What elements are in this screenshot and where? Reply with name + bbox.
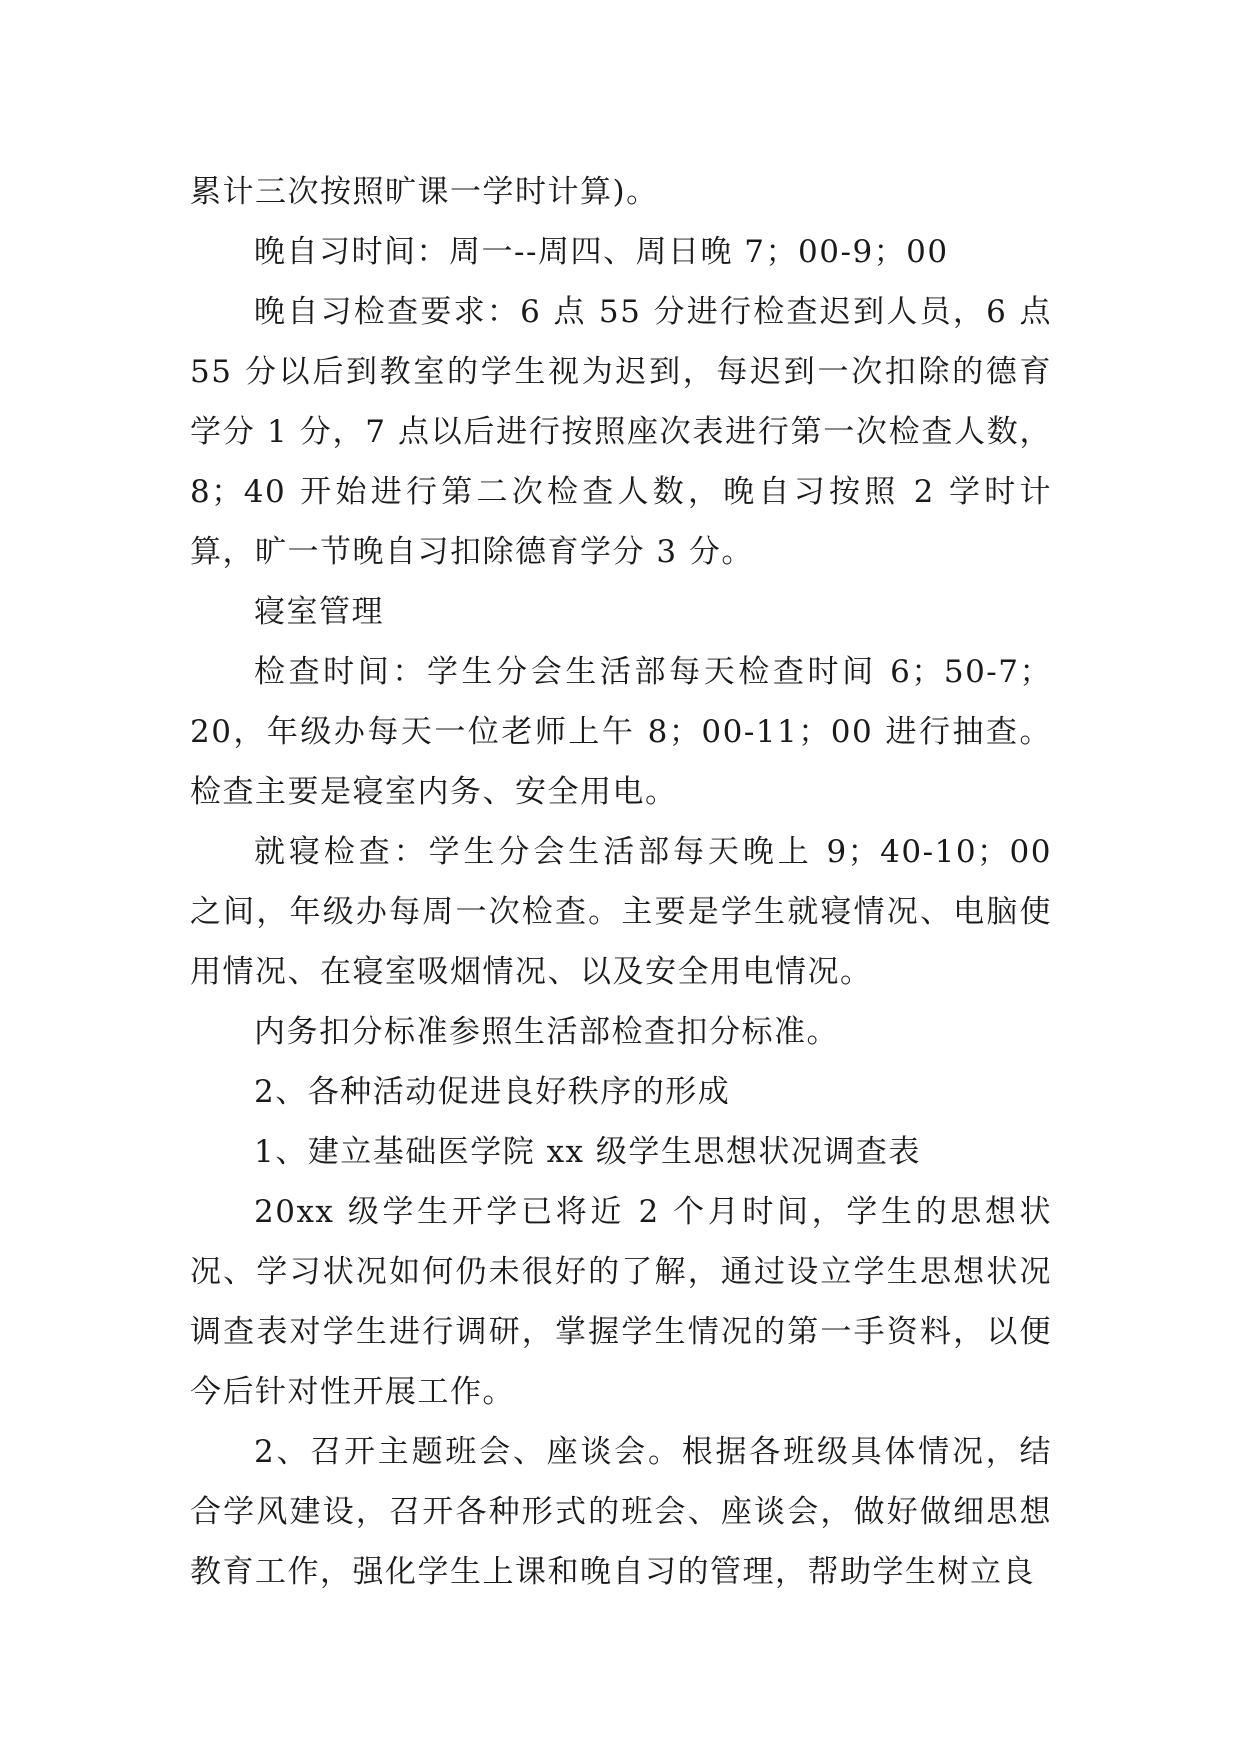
paragraph-dorm-management-heading: 寝室管理 bbox=[254, 594, 384, 630]
paragraph-class-meeting: 2、召开主题班会、座谈会。根据各班级具体情况，结合学风建设，召开各种形式的班会、座谈会，做好做细思想教育工作，强化学生上课和晚自习的管理，帮助学生树立良 bbox=[190, 1434, 1052, 1590]
paragraph-survey-body: 20xx 级学生开学已将近 2 个月时间，学生的思想状况、学习状况如何仍未很好的了解，通过设立学生思想状况调查表对学生进行调研，掌握学生情况的第一手资料，以便今后针对性开展工作。 bbox=[190, 1194, 1052, 1410]
paragraph-evening-study-check: 晚自习检查要求：6 点 55 分进行检查迟到人员，6 点 55 分以后到教室的学生视为迟到，每迟到一次扣除的德育学分 1 分，7 点以后进行按照座次表进行第一次检查人数，8；40 开始进行第二次检查人数，晚自习按照 2 学时计算，旷一节晚自习扣除德育学分 3 分。 bbox=[190, 294, 1052, 570]
paragraph-activities-heading: 2、各种活动促进良好秩序的形成 bbox=[254, 1074, 731, 1110]
paragraph-deduction-standard: 内务扣分标准参照生活部检查扣分标准。 bbox=[254, 1014, 839, 1050]
paragraph-attendance-note: 累计三次按照旷课一学时计算)。 bbox=[190, 174, 659, 210]
paragraph-survey-heading: 1、建立基础医学院 xx 级学生思想状况调查表 bbox=[254, 1134, 921, 1170]
paragraph-bedtime-check: 就寝检查：学生分会生活部每天晚上 9；40-10；00 之间，年级办每周一次检查。主要是学生就寝情况、电脑使用情况、在寝室吸烟情况、以及安全用电情况。 bbox=[190, 834, 1052, 990]
paragraph-dorm-check-time: 检查时间：学生分会生活部每天检查时间 6；50-7；20，年级办每天一位老师上午 8；00-11；00 进行抽查。检查主要是寝室内务、安全用电。 bbox=[190, 654, 1052, 810]
paragraph-evening-study-time: 晚自习时间：周一--周四、周日晚 7；00-9；00 bbox=[254, 234, 949, 270]
document-body bbox=[190, 162, 1052, 1602]
